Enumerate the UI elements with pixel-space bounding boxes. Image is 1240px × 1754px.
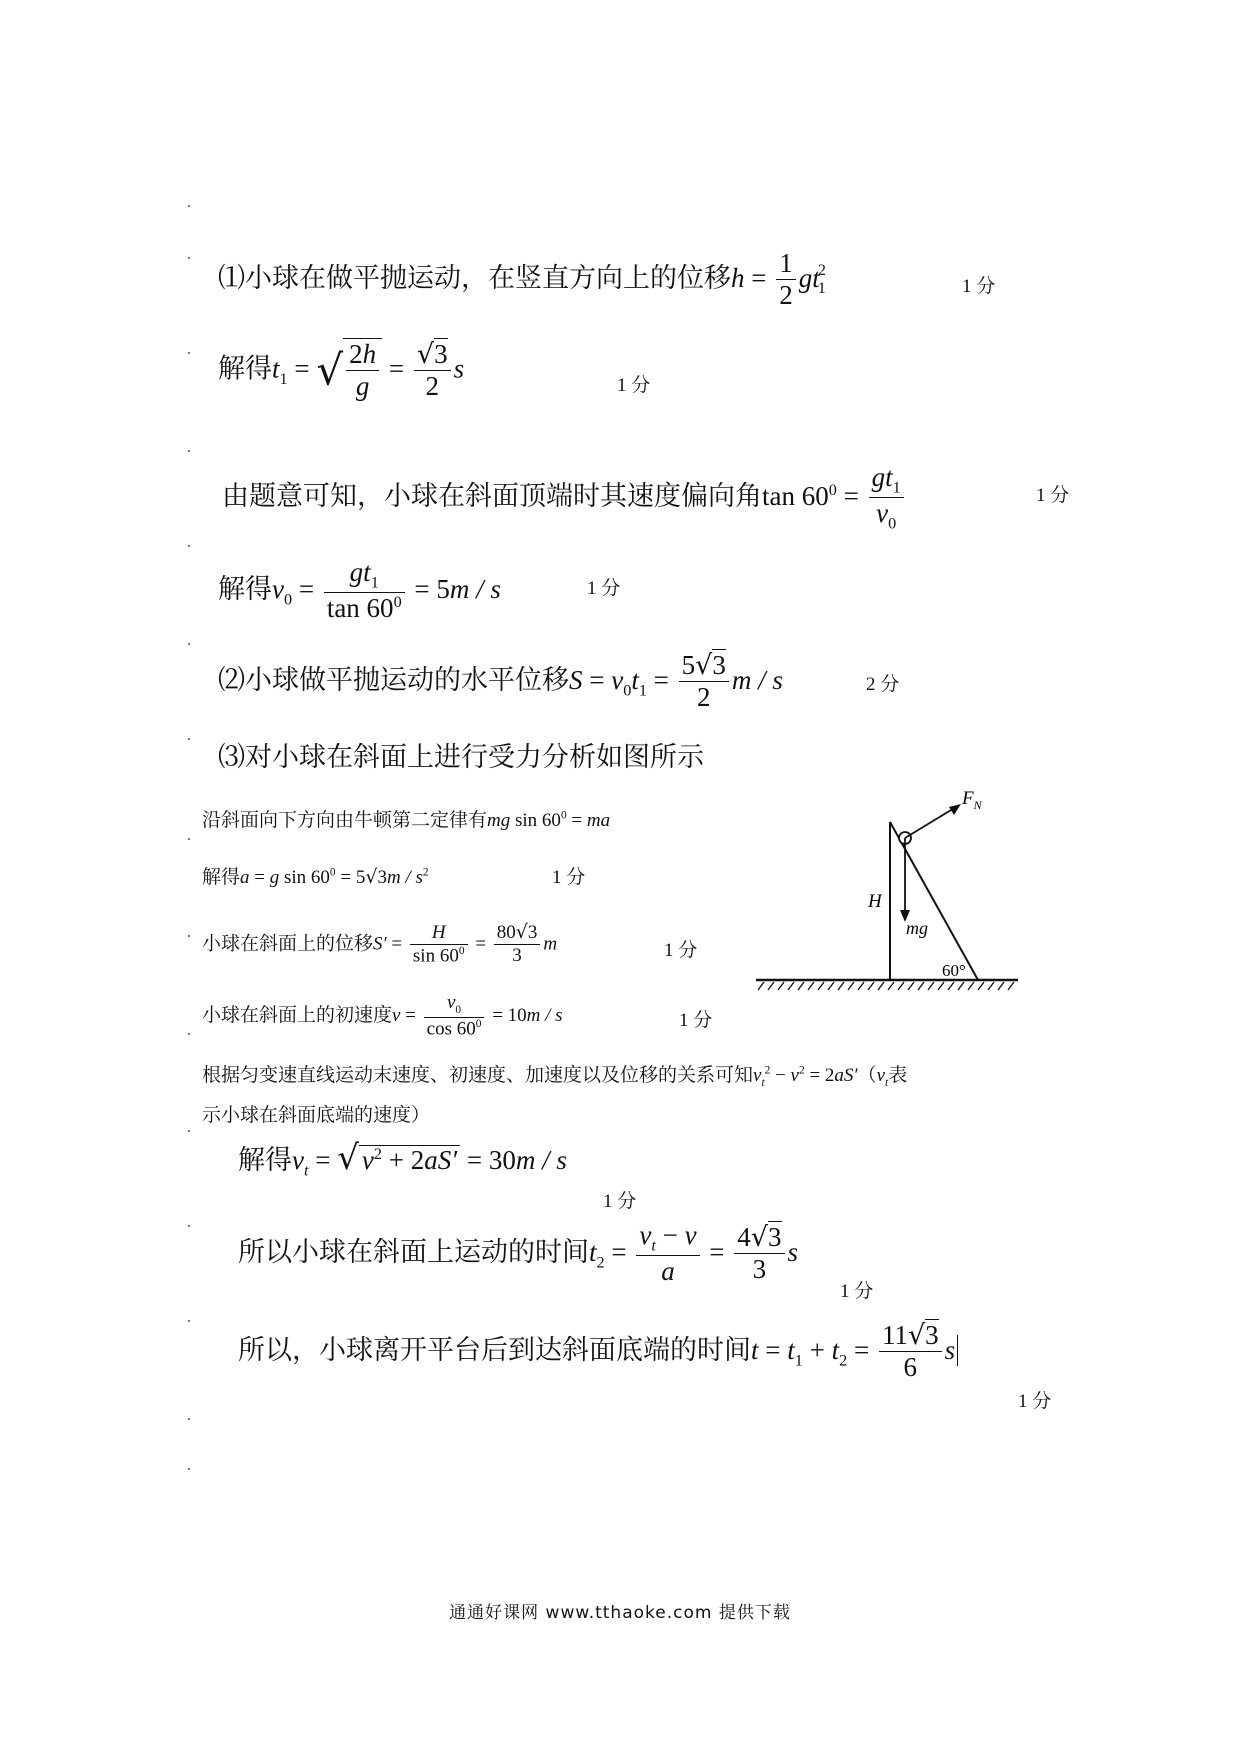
score-label: 1 分 [664,940,698,961]
margin-dot [188,1225,190,1227]
line-text: 解得 [238,1145,292,1176]
score-label: 1 分 [603,1191,637,1212]
margin-dot [188,450,190,452]
margin-dot [188,1468,190,1470]
line-text: 所以小球在斜面上运动的时间 [238,1237,589,1269]
solution-line-4: 解得$v_0$ = $\frac{gt_1}{\tan 60^0}$ = 5m / s [218,557,501,624]
incline-slope [890,822,978,980]
score-label: 1 分 [552,867,586,888]
margin-dot [188,1130,190,1132]
total-time-line: 所以，小球离开平台后到达斜面底端的时间$t = t_1 + t_2$ = $\frac{11√3}{6}$ s [238,1320,967,1383]
margin-dot [188,643,190,645]
footer-watermark: 通通好课网 www.tthaoke.com 提供下载 [449,1603,791,1623]
score-label: 1 分 [962,276,996,297]
margin-dot [188,1418,190,1420]
line-text: 小球在斜面上的位移 [202,932,374,955]
margin-dot [188,838,190,840]
ground-hatch [758,982,1014,990]
score-label: 1 分 [1036,485,1070,506]
solution-line-2: 解得$t_1$ = √ $\frac{2h}{g}$ = $\frac{√3}{2}$ s [218,338,465,402]
score-label: 1 分 [617,375,651,396]
solution-part-2: ⑵小球做平抛运动的水平位移$S = v_0t_1$ = $\frac{5√3}{2}$ m / s [218,650,783,713]
score-label: 2 分 [866,674,900,695]
score-label: 1 分 [840,1281,874,1302]
line-text: 所以，小球离开平台后到达斜面底端的时间 [238,1335,751,1367]
label-gravity: mg [906,918,928,938]
formula-h: h [731,263,745,294]
line-text: 解得 [218,353,272,385]
part-3-heading: ⑶对小球在斜面上进行受力分析如图所示 [218,742,704,773]
label-normal-force: $F_N$ [962,788,982,812]
margin-dot [188,205,190,207]
line-text: 解得 [202,866,241,888]
t2-line: 所以小球在斜面上运动的时间$t_2$ = $\frac{v_t - v}{a}$ = $\frac{4√3}{3}$ s [238,1220,799,1287]
relation-line: 根据匀变速直线运动末速度、初速度、加速度以及位移的关系可知$v_t^2 - v^2 = 2aS'(v_t$表 [202,1064,908,1089]
score-label: 1 分 [587,578,621,599]
fraction: $\frac{1}{2}$ [776,248,796,311]
normal-force-arrow [905,807,956,838]
solution-line-1: ⑴小球在做平抛运动，在竖直方向上的位移h = $\frac{1}{2}$ $gt_1^2$ [218,248,826,311]
truncated-line: 示小球在斜面底端的速度） [202,1104,431,1126]
line-text: 沿斜面向下方向由牛顿第二定律有 [202,809,488,831]
margin-dot [188,545,190,547]
force-diagram [756,782,1036,1002]
line-text: 根据匀变速直线运动末速度、初速度、加速度以及位移的关系可知 [202,1064,754,1086]
score-label: 1 分 [1018,1391,1052,1412]
margin-dot [188,1033,190,1035]
label-height: H [868,891,882,912]
accel-line: 解得a = g $\sin 60^0 = 5√3m / s^2$ [202,866,429,888]
arrow-head [949,804,961,815]
margin-dot [188,935,190,937]
vt-line: 解得$v_t$ = √ $v^2 + 2aS' = 30m / s$ [238,1138,567,1180]
line-text: 解得 [218,574,272,606]
line-text: 由题意可知，小球在斜面顶端时其速度偏向角 [222,481,762,513]
displacement-line: 小球在斜面上的位移S′ = $\frac{H}{\sin 60^0}$ = $\frac{80√3}{3}$ m [202,921,558,967]
solution-line-3: 由题意可知，小球在斜面顶端时其速度偏向角$\tan 60^0$ = $\frac{gt_1}{v_0}$ [222,462,907,533]
line-text: 小球在斜面上的初速度 [202,1004,393,1027]
line-text: ⑴小球在做平抛运动，在竖直方向上的位移 [218,263,731,295]
margin-dot [188,1320,190,1322]
margin-dot [188,738,190,740]
line-text: ⑵小球做平抛运动的水平位移 [218,665,569,697]
newton-line: 沿斜面向下方向由牛顿第二定律有mg $\sin 60^0$ = ma [202,809,611,831]
initial-velocity-line: 小球在斜面上的初速度v = $\frac{v_0}{\cos 60^0}$ = 10m / s [202,992,563,1040]
label-angle: 60° [942,961,966,980]
margin-dot [188,352,190,354]
score-label: 1 分 [679,1010,713,1031]
margin-dot [188,257,190,259]
